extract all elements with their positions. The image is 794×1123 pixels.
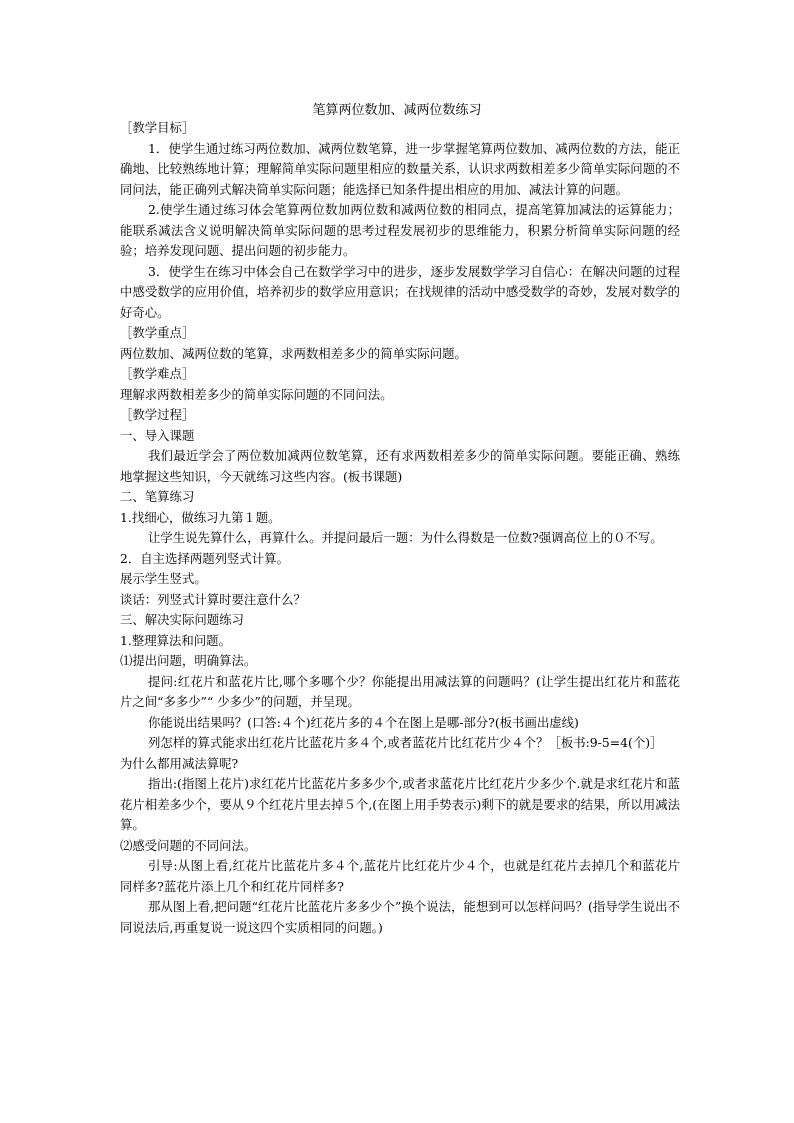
objective-3: 3．使学生在练习中体会自己在数学学习中的进步，逐步发展数学学习自信心：在解决问题的过程中感受数学的应用价值，培养初步的数学应用意识；在找规律的活动中感受数学的奇妙，发展对数学的好奇心。 xyxy=(120,263,680,320)
practice-item-1: 1.找细心，做练习九第１题。 xyxy=(120,509,281,525)
step-heading-intro: 一、导入课题 xyxy=(120,427,195,443)
practice-item-2: 2．自主选择两题列竖式计算。 xyxy=(120,550,289,566)
intro-text: 我们最近学会了两位数加减两位数笔算，还有求两数相差多少的简单实际问题。要能正确、熟练地掌握这些知识，今天就练习这些内容。(板书课题) xyxy=(120,448,680,484)
practice-discussion: 谈话：列竖式计算时要注意什么？ xyxy=(120,591,306,607)
section-heading-process: ［教学过程］ xyxy=(120,407,195,422)
rephrase-paragraph: 那从图上看,把问题“红花片比蓝花片多多少个”换个说法，能想到可以怎样问吗？(指导学生说出不同说法后,再重复说一说这四个实质相同的问题。) xyxy=(120,899,680,935)
step-heading-real-problems: 三、解决实际问题练习 xyxy=(120,612,244,627)
practice-item-1-detail: 让学生说先算什么，再算什么。并提问最后一题：为什么得数是一位数?强调高位上的０不写。 xyxy=(148,530,663,545)
difficulties-text: 理解求两数相差多少的简单实际问题的不同问法。 xyxy=(120,386,393,402)
key-points-text: 两位数加、减两位数的笔算，求两数相差多少的简单实际问题。 xyxy=(120,345,467,361)
page-title: 笔算两位数加、减两位数练习 xyxy=(312,103,482,118)
explanation-paragraph: 指出:(指图上花片)求红花片比蓝花片多多少个,或者求蓝花片比红花片少多少个.就是求红花片和蓝花片相差多少个，要从９个红花片里去掉５个,(在图上用手势表示)剩下的就是要求的结果，所以用减法算。 xyxy=(120,776,680,832)
real-problems-item-1: 1.整理算法和问题。 xyxy=(120,632,231,648)
practice-item-2-detail: 展示学生竖式。 xyxy=(120,571,207,586)
step-heading-practice: 二、笔算练习 xyxy=(120,489,195,504)
objective-2: 2.使学生通过练习体会笔算两位数加两位数和减两位数的相同点，提高笔算加减法的运算能力；能联系减法含义说明解决简单实际问题的思考过程发展初步的思维能力，积累分析简单实际问题的经验；培养发现问题、提出问题的初步能力。 xyxy=(120,202,680,258)
equation-paragraph: 列怎样的算式能求出红花片比蓝花片多４个,或者蓝花片比红花片少４个？［板书:9-5=4(个)］ xyxy=(148,735,663,750)
document-body xyxy=(120,118,680,938)
objective-1: 1．使学生通过练习两位数加、减两位数笔算，进一步掌握笔算两位数加、减两位数的方法，能正确地、比较熟练地计算；理解简单实际问题里相应的数量关系，认识求两数相差多少简单实际问题的不同问法，能正确列式解决简单实际问题；能选择已知条件提出相应的用加、减法计算的问题。 xyxy=(120,140,680,197)
sub-item-2: ⑵感受问题的不同问法。 xyxy=(120,837,257,853)
answer-paragraph: 你能说出结果吗？(口答:４个)红花片多的４个在图上是哪-部分?(板书画出虚线) xyxy=(148,714,579,730)
why-subtraction: 为什么都用减法算呢? xyxy=(120,755,239,771)
guidance-paragraph: 引导:从图上看,红花片比蓝花片多４个,蓝花片比红花片少４个，也就是红花片去掉几个和蓝花片同样多?蓝花片添上几个和红花片同样多? xyxy=(120,858,680,894)
section-heading-difficulties: ［教学难点］ xyxy=(120,366,195,381)
section-heading-key-points: ［教学重点］ xyxy=(120,325,195,340)
section-heading-objectives: ［教学目标］ xyxy=(120,120,195,135)
question-paragraph: 提问:红花片和蓝花片比,哪个多哪个少？你能提出用减法算的问题吗？(让学生提出红花片和蓝花片之间“多多少”“ 少多少”的问题，并呈现。 xyxy=(120,673,680,709)
sub-item-1: ⑴提出问题，明确算法。 xyxy=(120,653,257,668)
